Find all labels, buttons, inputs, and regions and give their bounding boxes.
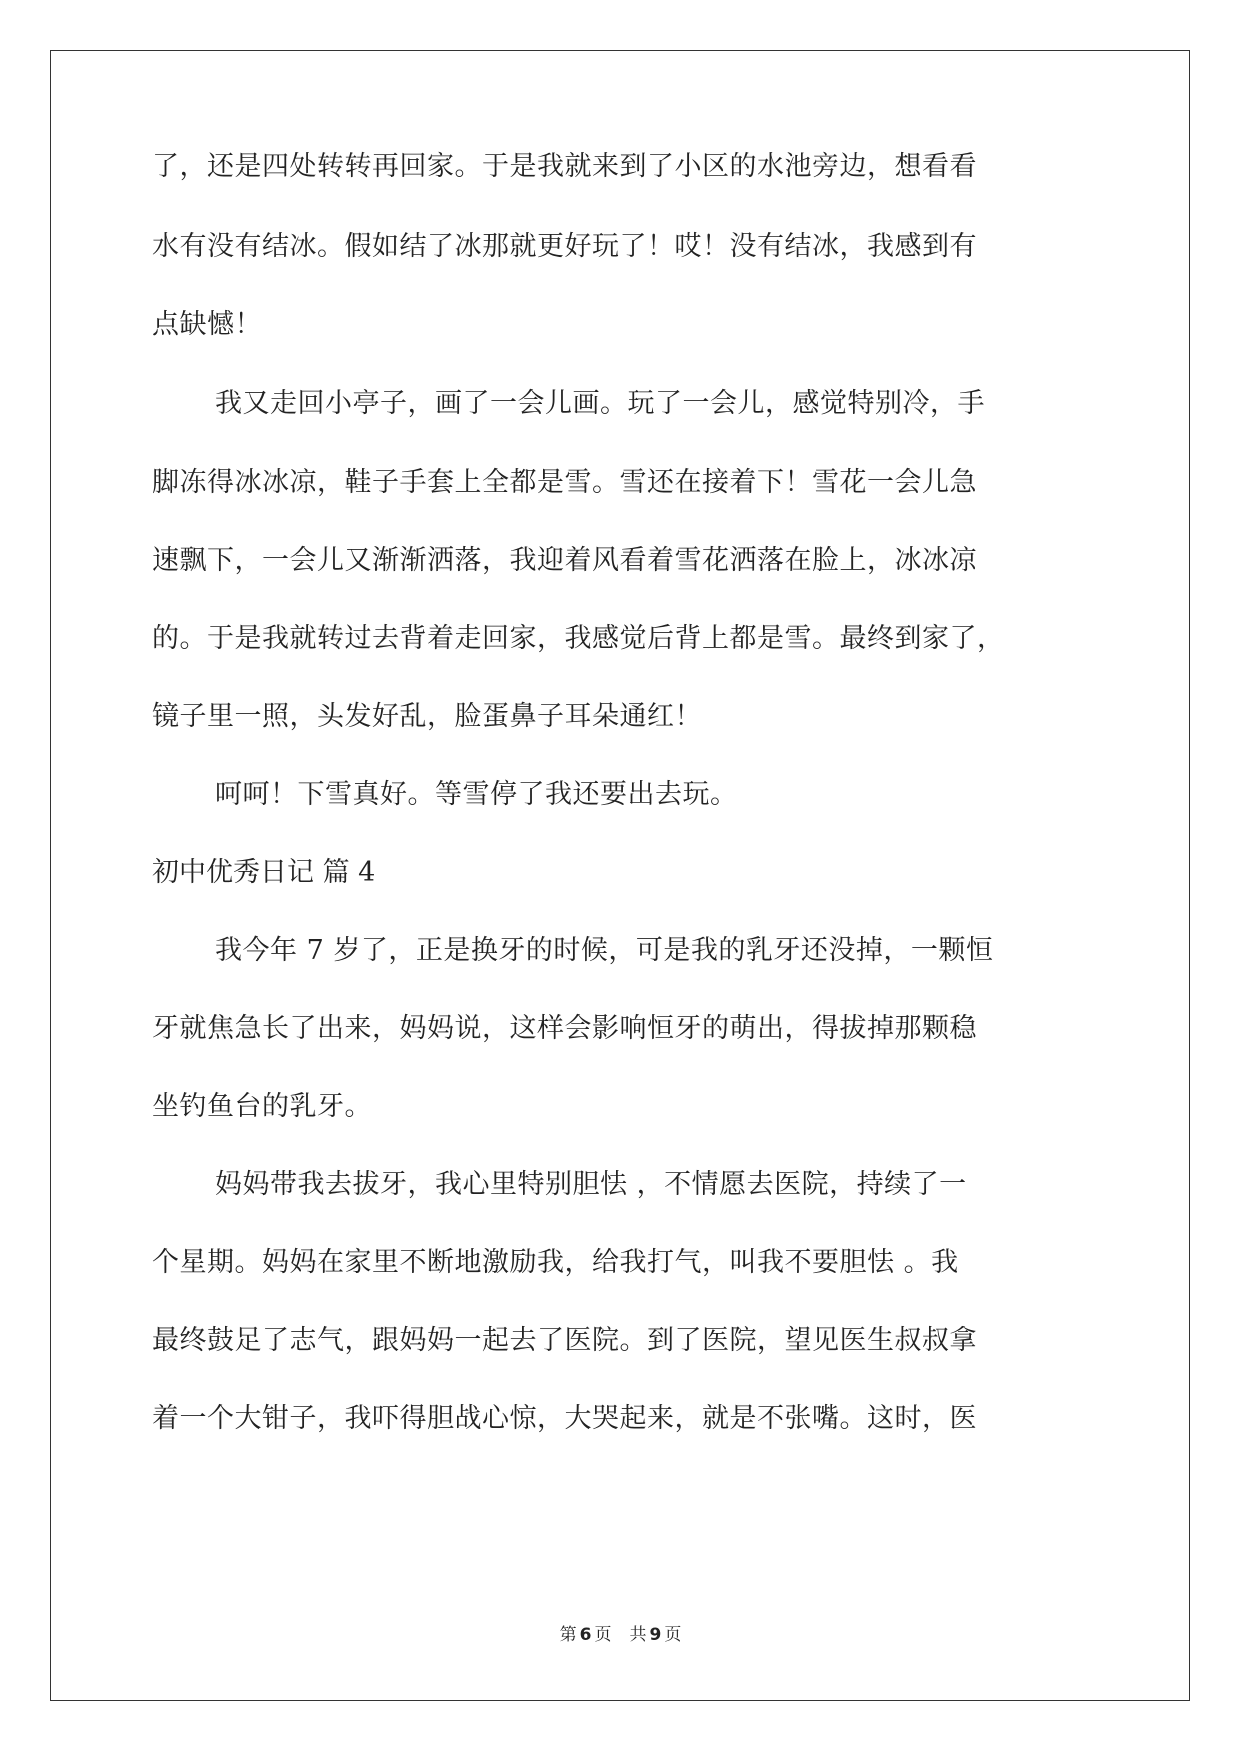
text-line: 镜子里一照，头发好乱，脸蛋鼻子耳朵通红！ [152,701,702,732]
text-line: 个星期。妈妈在家里不断地激励我，给我打气，叫我不要胆怯 。我 [152,1247,959,1278]
section-heading: 初中优秀日记 篇 4 [152,857,376,888]
text-line: 点缺憾！ [152,309,262,340]
current-page-number: 6 [579,1625,592,1645]
text-line: 的。于是我就转过去背着走回家，我感觉后背上都是雪。最终到家了， [152,623,1005,654]
paragraph-start: 我又走回小亭子，画了一会儿画。玩了一会儿，感觉特别冷，手 [215,388,985,419]
paragraph-start: 呵呵！下雪真好。等雪停了我还要出去玩。 [215,779,738,810]
text-line: 水有没有结冰。假如结了冰那就更好玩了！哎！没有结冰，我感到有 [152,231,977,262]
footer-total-suffix: 页 [664,1625,682,1645]
text-line: 最终鼓足了志气，跟妈妈一起去了医院。到了医院，望见医生叔叔拿 [152,1325,977,1356]
text-line: 坐钓鱼台的乳牙。 [152,1091,372,1122]
total-page-number: 9 [649,1625,662,1645]
text-line: 脚冻得冰冰凉，鞋子手套上全都是雪。雪还在接着下！雪花一会儿急 [152,467,977,498]
footer-page-suffix: 页 [594,1625,612,1645]
page-footer [0,1624,1241,1646]
paragraph-start: 我今年 7 岁了，正是换牙的时候，可是我的乳牙还没掉，一颗恒 [215,935,994,966]
text-line: 着一个大钳子，我吓得胆战心惊，大哭起来，就是不张嘴。这时，医 [152,1403,977,1434]
text-line: 了，还是四处转转再回家。于是我就来到了小区的水池旁边，想看看 [152,151,977,182]
paragraph-start: 妈妈带我去拔牙，我心里特别胆怯 ，不情愿去医院，持续了一 [215,1169,967,1200]
text-line: 牙就焦急长了出来，妈妈说，这样会影响恒牙的萌出，得拔掉那颗稳 [152,1013,977,1044]
footer-prefix: 第 [559,1625,577,1645]
footer-total-prefix: 共 [629,1625,647,1645]
text-line: 速飘下，一会儿又渐渐洒落，我迎着风看着雪花洒落在脸上，冰冰凉 [152,545,977,576]
